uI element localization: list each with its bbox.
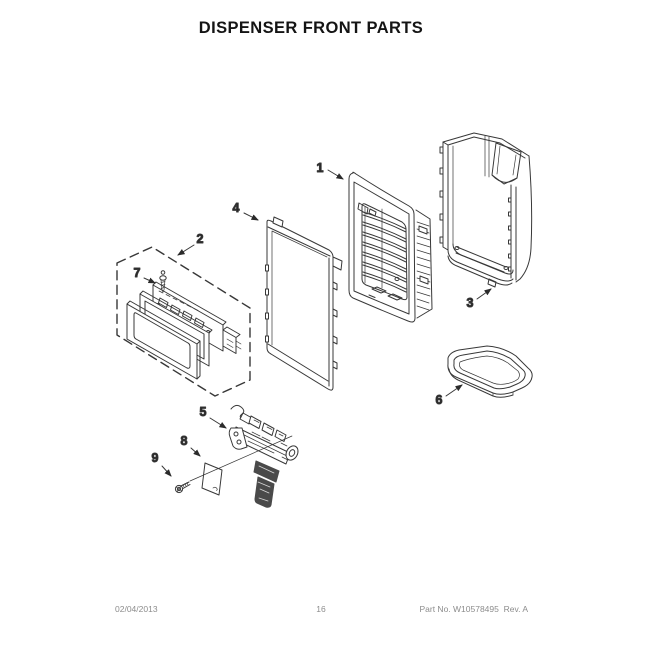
- svg-text:9: 9: [151, 451, 159, 465]
- ice-container: [440, 133, 532, 287]
- callout-6: [436, 385, 462, 407]
- footer-part-number: Part No. W10578495 Rev. A: [419, 604, 528, 614]
- dispenser-housing: [349, 172, 432, 322]
- svg-text:3: 3: [466, 296, 474, 310]
- drip-tray: [448, 346, 532, 397]
- callout-2: [178, 232, 204, 255]
- facade-panel: [266, 217, 343, 390]
- callout-9: [152, 451, 171, 476]
- dispenser-lever-assembly: [229, 405, 300, 507]
- svg-text:4: 4: [232, 201, 240, 215]
- svg-text:5: 5: [199, 405, 207, 419]
- screw-7: [160, 271, 166, 292]
- callout-4: [233, 201, 258, 220]
- callout-3: [467, 289, 491, 310]
- dispenser-paddle: [254, 461, 279, 507]
- callout-8: [181, 434, 200, 456]
- svg-text:8: 8: [180, 434, 188, 448]
- mounting-plate: [202, 463, 222, 495]
- svg-text:6: 6: [435, 393, 443, 407]
- svg-text:2: 2: [196, 232, 204, 246]
- svg-text:1: 1: [316, 161, 324, 175]
- svg-text:7: 7: [133, 266, 141, 280]
- page-title: DISPENSER FRONT PARTS: [198, 19, 424, 37]
- callout-7: [134, 266, 155, 283]
- footer-page-number: 16: [316, 604, 326, 614]
- callout-5: [200, 405, 226, 428]
- footer-date: 02/04/2013: [115, 604, 158, 614]
- callout-1: [317, 161, 343, 179]
